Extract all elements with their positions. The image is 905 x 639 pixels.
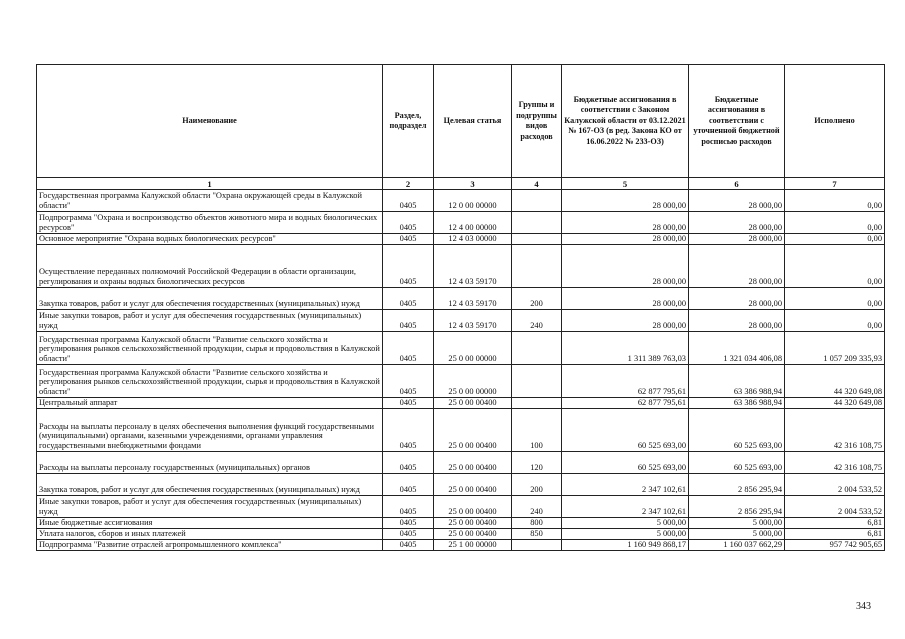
row-name: Осуществление переданных полномочий Российской Федерации в области организации, регулирования и охраны водных биологических ресурсов <box>37 245 383 288</box>
row-expense-group: 200 <box>512 474 562 496</box>
row-section: 0405 <box>383 190 434 212</box>
row-name: Закупка товаров, работ и услуг для обеспечения государственных (муниципальных) нужд <box>37 288 383 310</box>
row-executed: 44 320 649,08 <box>785 398 885 409</box>
row-target-article: 25 1 00 00000 <box>434 540 512 551</box>
row-roster-allocation: 28 000,00 <box>689 234 785 245</box>
table-header-row <box>37 65 885 178</box>
table-row <box>37 212 885 234</box>
row-law-allocation: 28 000,00 <box>562 234 689 245</box>
row-name: Расходы на выплаты персоналу в целях обеспечения выполнения функций государственными (муниципальными) органами, казенными учреждениями, органами управления государственными внебюджетными фондами <box>37 409 383 452</box>
row-executed: 957 742 905,65 <box>785 540 885 551</box>
table-row <box>37 245 885 288</box>
row-section: 0405 <box>383 452 434 474</box>
row-roster-allocation: 5 000,00 <box>689 529 785 540</box>
row-roster-allocation: 5 000,00 <box>689 518 785 529</box>
row-name: Центральный аппарат <box>37 398 383 409</box>
header-law-allocations: Бюджетные ассигнования в соответствии с Законом Калужской области от 03.12.2021 № 167-ОЗ (в ред. Закона КО от 16.06.2022 № 233-ОЗ) <box>562 65 689 178</box>
row-roster-allocation: 28 000,00 <box>689 245 785 288</box>
row-target-article: 25 0 00 00400 <box>434 409 512 452</box>
header-name: Наименование <box>37 65 383 178</box>
row-name: Государственная программа Калужской области "Развитие сельского хозяйства и регулирования рынков сельскохозяйственной продукции, сырья и продовольствия в Калужской области" <box>37 365 383 398</box>
header-roster-allocations: Бюджетные ассигнования в соответствии с уточненной бюджетной росписью расходов <box>689 65 785 178</box>
row-target-article: 25 0 00 00400 <box>434 452 512 474</box>
row-expense-group <box>512 365 562 398</box>
row-name: Основное мероприятие "Охрана водных биологических ресурсов" <box>37 234 383 245</box>
table-row <box>37 234 885 245</box>
column-number: 4 <box>512 178 562 190</box>
table-row <box>37 474 885 496</box>
row-expense-group: 850 <box>512 529 562 540</box>
row-law-allocation: 5 000,00 <box>562 529 689 540</box>
column-number: 6 <box>689 178 785 190</box>
table-row <box>37 529 885 540</box>
row-roster-allocation: 2 856 295,94 <box>689 474 785 496</box>
table-row <box>37 518 885 529</box>
row-executed: 0,00 <box>785 190 885 212</box>
row-target-article: 12 4 03 59170 <box>434 288 512 310</box>
row-section: 0405 <box>383 332 434 365</box>
row-section: 0405 <box>383 474 434 496</box>
row-target-article: 12 4 03 00000 <box>434 234 512 245</box>
table-row <box>37 190 885 212</box>
row-executed: 2 004 533,52 <box>785 496 885 518</box>
row-name: Государственная программа Калужской области "Развитие сельского хозяйства и регулирования рынков сельскохозяйственной продукции, сырья и продовольствия в Калужской области" <box>37 332 383 365</box>
row-section: 0405 <box>383 365 434 398</box>
row-target-article: 25 0 00 00400 <box>434 474 512 496</box>
table-row <box>37 288 885 310</box>
row-target-article: 25 0 00 00400 <box>434 398 512 409</box>
row-target-article: 12 4 00 00000 <box>434 212 512 234</box>
row-name: Иные закупки товаров, работ и услуг для обеспечения государственных (муниципальных) нужд <box>37 310 383 332</box>
row-section: 0405 <box>383 288 434 310</box>
row-law-allocation: 28 000,00 <box>562 212 689 234</box>
row-law-allocation: 2 347 102,61 <box>562 474 689 496</box>
row-expense-group: 800 <box>512 518 562 529</box>
row-name: Подпрограмма "Охрана и воспроизводство объектов животного мира и водных биологических ресурсов" <box>37 212 383 234</box>
row-target-article: 25 0 00 00400 <box>434 529 512 540</box>
row-name: Уплата налогов, сборов и иных платежей <box>37 529 383 540</box>
row-executed: 1 057 209 335,93 <box>785 332 885 365</box>
row-expense-group: 120 <box>512 452 562 474</box>
row-target-article: 25 0 00 00400 <box>434 518 512 529</box>
row-executed: 44 320 649,08 <box>785 365 885 398</box>
row-expense-group: 200 <box>512 288 562 310</box>
row-law-allocation: 2 347 102,61 <box>562 496 689 518</box>
row-law-allocation: 1 311 389 763,03 <box>562 332 689 365</box>
row-name: Подпрограмма "Развитие отраслей агропромышленного комплекса" <box>37 540 383 551</box>
row-expense-group <box>512 245 562 288</box>
row-roster-allocation: 2 856 295,94 <box>689 496 785 518</box>
row-expense-group <box>512 332 562 365</box>
column-number: 3 <box>434 178 512 190</box>
table-row <box>37 540 885 551</box>
row-section: 0405 <box>383 518 434 529</box>
row-law-allocation: 62 877 795,61 <box>562 398 689 409</box>
column-number: 7 <box>785 178 885 190</box>
row-expense-group <box>512 398 562 409</box>
row-section: 0405 <box>383 398 434 409</box>
row-law-allocation: 62 877 795,61 <box>562 365 689 398</box>
row-expense-group <box>512 212 562 234</box>
row-executed: 0,00 <box>785 245 885 288</box>
row-expense-group: 240 <box>512 496 562 518</box>
row-name: Иные бюджетные ассигнования <box>37 518 383 529</box>
row-target-article: 12 4 03 59170 <box>434 245 512 288</box>
header-executed: Исполнено <box>785 65 885 178</box>
row-target-article: 25 0 00 00000 <box>434 365 512 398</box>
row-roster-allocation: 63 386 988,94 <box>689 365 785 398</box>
row-section: 0405 <box>383 245 434 288</box>
row-expense-group <box>512 234 562 245</box>
row-section: 0405 <box>383 234 434 245</box>
table-row <box>37 310 885 332</box>
row-law-allocation: 28 000,00 <box>562 310 689 332</box>
row-section: 0405 <box>383 496 434 518</box>
row-roster-allocation: 63 386 988,94 <box>689 398 785 409</box>
table-row <box>37 365 885 398</box>
table-row <box>37 452 885 474</box>
column-number: 5 <box>562 178 689 190</box>
row-section: 0405 <box>383 310 434 332</box>
row-section: 0405 <box>383 409 434 452</box>
table-body <box>37 190 885 551</box>
row-section: 0405 <box>383 212 434 234</box>
row-executed: 2 004 533,52 <box>785 474 885 496</box>
row-law-allocation: 1 160 949 868,17 <box>562 540 689 551</box>
row-law-allocation: 60 525 693,00 <box>562 452 689 474</box>
row-roster-allocation: 28 000,00 <box>689 310 785 332</box>
row-law-allocation: 60 525 693,00 <box>562 409 689 452</box>
row-target-article: 25 0 00 00400 <box>434 496 512 518</box>
row-section: 0405 <box>383 540 434 551</box>
row-roster-allocation: 28 000,00 <box>689 212 785 234</box>
row-executed: 6,81 <box>785 518 885 529</box>
row-law-allocation: 28 000,00 <box>562 190 689 212</box>
row-law-allocation: 28 000,00 <box>562 288 689 310</box>
column-number: 2 <box>383 178 434 190</box>
row-roster-allocation: 28 000,00 <box>689 190 785 212</box>
row-executed: 42 316 108,75 <box>785 409 885 452</box>
row-executed: 0,00 <box>785 288 885 310</box>
row-expense-group: 240 <box>512 310 562 332</box>
table-row <box>37 409 885 452</box>
column-number: 1 <box>37 178 383 190</box>
row-roster-allocation: 1 321 034 406,08 <box>689 332 785 365</box>
row-name: Государственная программа Калужской области "Охрана окружающей среды в Калужской области" <box>37 190 383 212</box>
row-name: Иные закупки товаров, работ и услуг для обеспечения государственных (муниципальных) нужд <box>37 496 383 518</box>
row-executed: 6,81 <box>785 529 885 540</box>
row-name: Расходы на выплаты персоналу государственных (муниципальных) органов <box>37 452 383 474</box>
row-expense-group <box>512 190 562 212</box>
table-row <box>37 332 885 365</box>
row-executed: 0,00 <box>785 310 885 332</box>
row-roster-allocation: 60 525 693,00 <box>689 409 785 452</box>
budget-table <box>36 64 885 551</box>
row-executed: 0,00 <box>785 234 885 245</box>
row-roster-allocation: 1 160 037 662,29 <box>689 540 785 551</box>
row-expense-group <box>512 540 562 551</box>
header-section: Раздел, подраздел <box>383 65 434 178</box>
header-target-article: Целевая статья <box>434 65 512 178</box>
row-law-allocation: 5 000,00 <box>562 518 689 529</box>
header-expense-group: Группы и подгруппы видов расходов <box>512 65 562 178</box>
row-name: Закупка товаров, работ и услуг для обеспечения государственных (муниципальных) нужд <box>37 474 383 496</box>
row-target-article: 25 0 00 00000 <box>434 332 512 365</box>
row-section: 0405 <box>383 529 434 540</box>
page-number: 343 <box>856 601 871 612</box>
table-row <box>37 398 885 409</box>
row-expense-group: 100 <box>512 409 562 452</box>
row-target-article: 12 0 00 00000 <box>434 190 512 212</box>
row-law-allocation: 28 000,00 <box>562 245 689 288</box>
column-number-row <box>37 178 885 190</box>
row-roster-allocation: 60 525 693,00 <box>689 452 785 474</box>
row-roster-allocation: 28 000,00 <box>689 288 785 310</box>
table-row <box>37 496 885 518</box>
row-target-article: 12 4 03 59170 <box>434 310 512 332</box>
row-executed: 0,00 <box>785 212 885 234</box>
row-executed: 42 316 108,75 <box>785 452 885 474</box>
